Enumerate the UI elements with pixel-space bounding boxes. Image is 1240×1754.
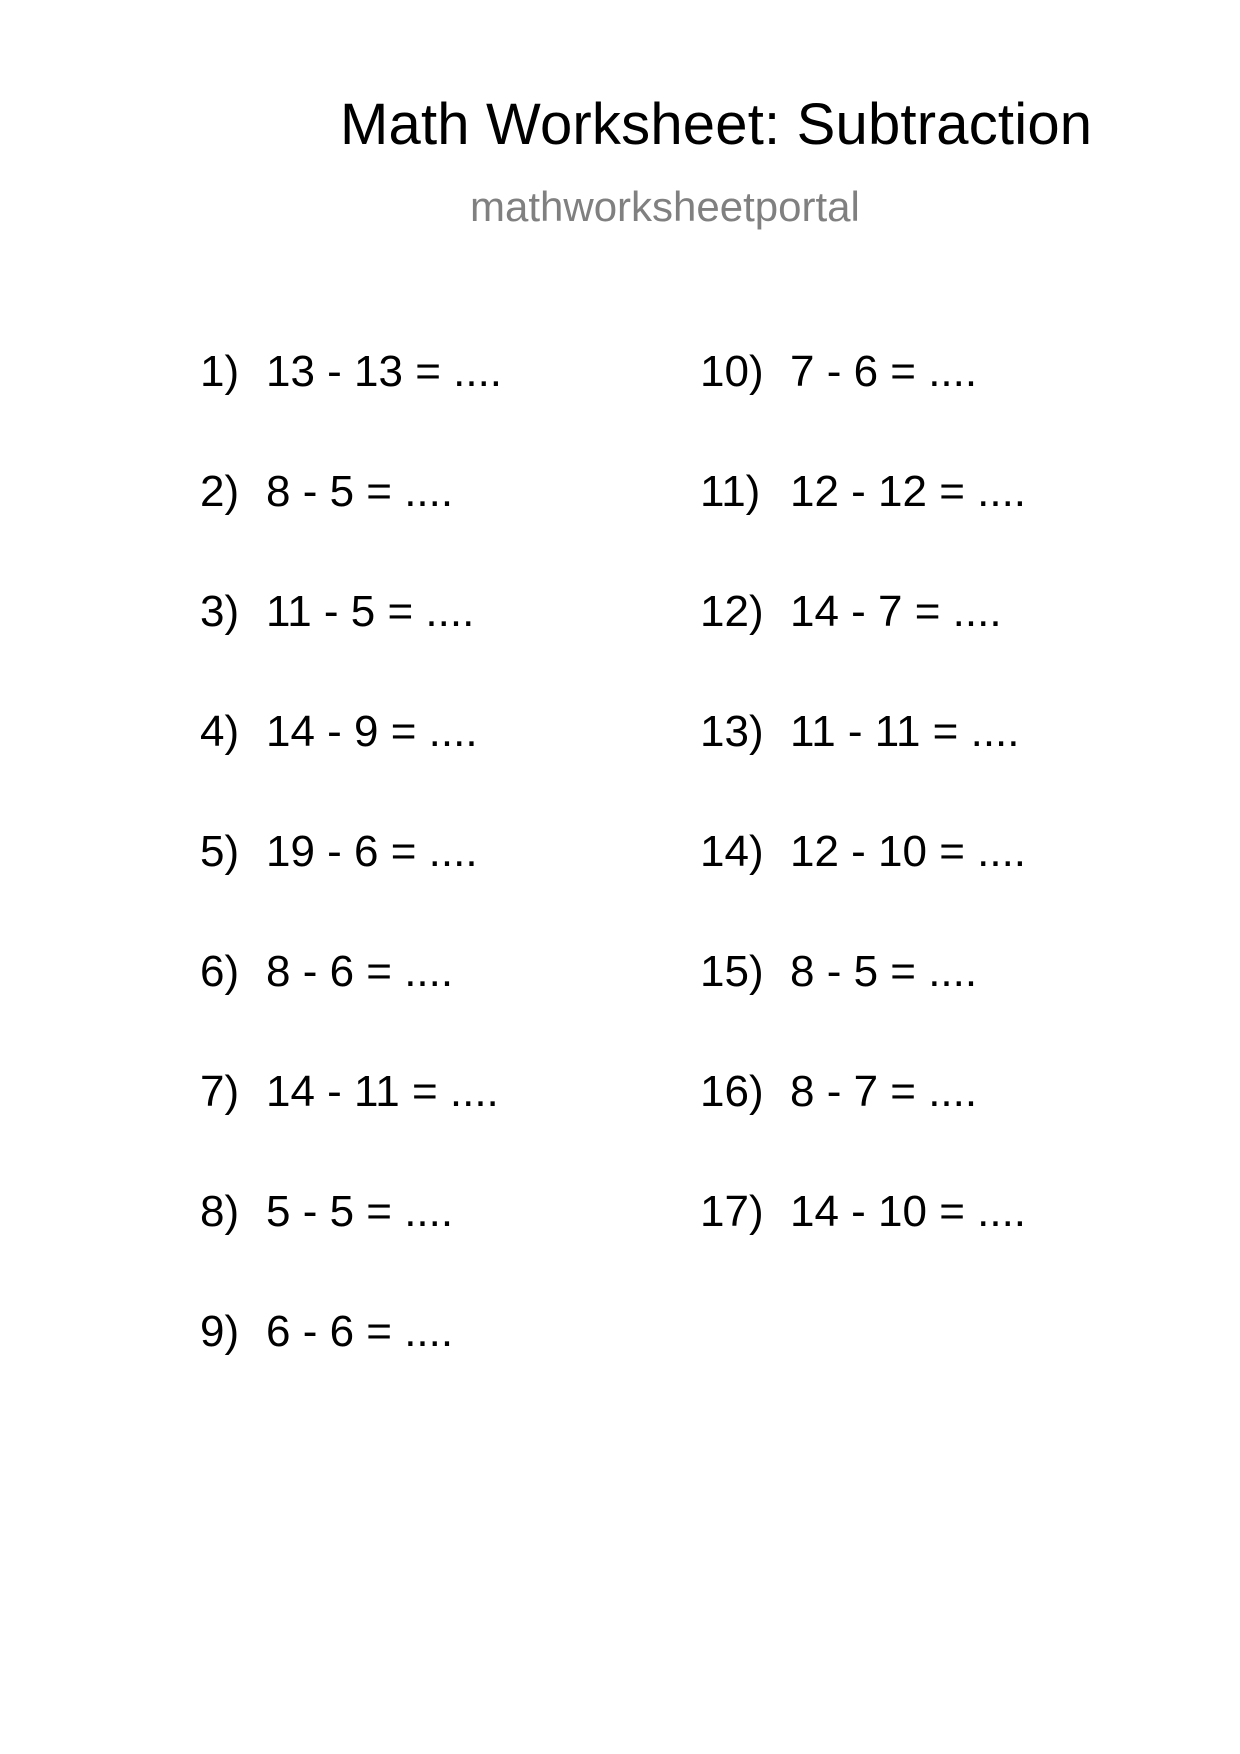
problem-number: 15) — [700, 947, 764, 996]
problem-item — [700, 947, 1160, 1070]
problem-item — [200, 587, 660, 710]
problem-item — [700, 827, 1160, 950]
problem-item — [200, 947, 660, 1070]
problem-item — [700, 1187, 1160, 1310]
problem-expression: 7 - 6 = .... — [790, 347, 978, 396]
problem-expression: 11 - 11 = .... — [790, 707, 1020, 756]
problem-number: 2) — [200, 467, 240, 516]
problem-number: 8) — [200, 1187, 240, 1236]
problem-item — [200, 1187, 660, 1310]
problem-number: 12) — [700, 587, 764, 636]
problem-number: 9) — [200, 1307, 240, 1356]
problem-expression: 12 - 12 = .... — [790, 467, 1027, 516]
problem-expression: 14 - 7 = .... — [790, 587, 1002, 636]
problem-expression: 6 - 6 = .... — [266, 1307, 454, 1356]
problem-number: 4) — [200, 707, 240, 756]
problem-number: 17) — [700, 1187, 764, 1236]
problem-number: 6) — [200, 947, 240, 996]
problem-expression: 14 - 11 = .... — [266, 1067, 499, 1116]
problem-item — [700, 587, 1160, 710]
problem-expression: 14 - 9 = .... — [266, 707, 478, 756]
problem-expression: 8 - 5 = .... — [266, 467, 454, 516]
problem-item — [200, 1307, 660, 1430]
problem-item — [700, 347, 1160, 470]
problem-item — [200, 347, 660, 470]
problem-item — [200, 1067, 660, 1190]
problem-expression: 13 - 13 = .... — [266, 347, 503, 396]
source-subtitle: mathworksheetportal — [470, 183, 860, 230]
problem-expression: 8 - 5 = .... — [790, 947, 978, 996]
problem-item — [700, 1067, 1160, 1190]
problem-expression: 14 - 10 = .... — [790, 1187, 1027, 1236]
problem-item — [200, 707, 660, 830]
page-title: Math Worksheet: Subtraction — [340, 92, 1093, 157]
problem-expression: 11 - 5 = .... — [266, 587, 475, 636]
problem-number: 16) — [700, 1067, 764, 1116]
problem-number: 13) — [700, 707, 764, 756]
problem-number: 10) — [700, 347, 764, 396]
problem-expression: 19 - 6 = .... — [266, 827, 478, 876]
problem-number: 1) — [200, 347, 240, 396]
problem-column-right — [700, 347, 1160, 1310]
problem-number: 5) — [200, 827, 240, 876]
problem-expression: 8 - 7 = .... — [790, 1067, 978, 1116]
problem-item — [700, 467, 1160, 590]
problem-number: 11) — [700, 467, 761, 516]
problem-expression: 12 - 10 = .... — [790, 827, 1027, 876]
problem-expression: 5 - 5 = .... — [266, 1187, 454, 1236]
problem-number: 14) — [700, 827, 764, 876]
problem-item — [200, 467, 660, 590]
problem-number: 7) — [200, 1067, 240, 1116]
problem-item — [200, 827, 660, 950]
problem-item — [700, 707, 1160, 830]
problem-column-left — [200, 347, 660, 1430]
problem-expression: 8 - 6 = .... — [266, 947, 454, 996]
problem-number: 3) — [200, 587, 240, 636]
